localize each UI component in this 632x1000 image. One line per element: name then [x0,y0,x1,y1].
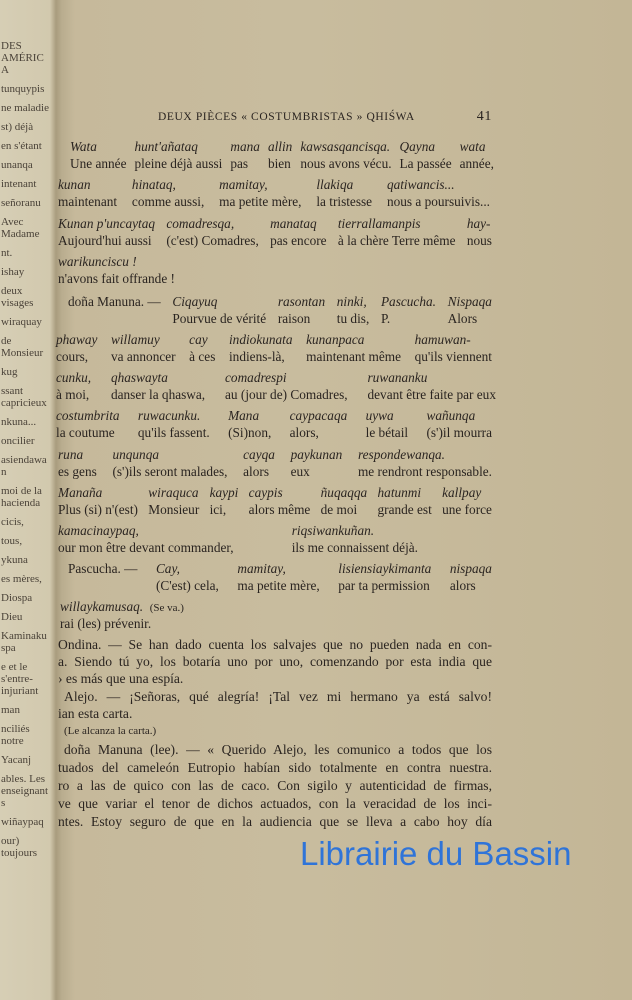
watermark: Librairie du Bassin [300,835,572,872]
quechua-word: ninki, [336,294,367,309]
french-gloss: pleine déjà aussi [134,156,223,171]
word-column [321,485,368,519]
french-gloss: eux [290,464,310,479]
french-gloss: grande est [377,502,432,517]
word-column [368,370,496,404]
quechua-word: ruwacunku. [137,408,201,423]
prose-line: ntes. Estoy seguro de que en la audiencia que se lleva a cabo hoy día [58,814,492,829]
facing-page-text: Yacanj [1,754,32,766]
quechua-word: kawsasqancisqa. [300,139,391,154]
speaker-label: doña Manuna. — [68,294,161,309]
facing-page-text: asiendawan [1,454,47,478]
facing-page-text: ne maladie [1,102,49,114]
facing-page-text: Avec Madame [1,216,40,240]
interlinear-line [68,294,492,328]
facing-page-text: nciliés notre [1,723,30,747]
quechua-word: lisiensiaykimanta [338,561,432,576]
quechua-word: rasontan [277,294,326,309]
quechua-word: kunanpaca [306,332,365,347]
french-gloss: raison [277,311,311,326]
quechua-word: kaypi [209,485,239,500]
interlinear-line [56,370,496,404]
prose-line: Alejo. — ¡Señoras, qué alegría! ¡Tal vez mi hermano ya está salvo! [64,689,492,704]
facing-page-text: our) toujours [1,835,38,859]
interlinear-line [68,561,492,595]
word-column [132,177,204,211]
french-gloss: alors [243,464,270,479]
french-gloss: devant être faite par eux [367,387,496,402]
word-column [378,485,432,519]
facing-page-text: st) déjà [1,121,34,133]
french-gloss: Monsieur [148,502,200,517]
french-gloss: maintenant même [306,349,401,364]
quechua-word: Kunan p'uncaytaq [58,216,156,231]
french-gloss: nous avons vécu. [300,156,392,171]
quechua-word: comadrespi [225,370,287,385]
quechua-word: kallpay [442,485,482,500]
french-gloss: (s')il mourra [426,425,492,440]
page-number: 41 [476,109,492,124]
prose-line: tuados del cameleón Eutropio habían sido totalmente en contra nuestra. [58,760,492,775]
facing-page-text: es mères, [1,573,42,585]
quechua-word: wiraquca [148,485,199,500]
facing-page-text: intenant [1,178,37,190]
word-column [172,294,266,328]
word-column [111,332,176,366]
french-gloss: comme aussi, [131,194,205,209]
facing-page-text: Diospa [1,592,33,604]
french-gloss: au (jour de) Comadres, [225,387,348,402]
french-gloss: bien [267,156,291,171]
word-column [237,561,319,595]
french-gloss: P. [380,311,391,326]
facing-page-text: tous, [1,535,23,547]
french-gloss: (Si)non, [228,425,272,440]
word-column [225,370,348,404]
french-gloss: Une année [70,156,127,171]
word-column [460,139,494,173]
quechua-word: phaway [56,332,98,347]
facing-page-text: ables. Les enseignants [1,773,49,809]
quechua-word: paykunan [290,447,343,462]
word-column [189,332,215,366]
quechua-word: uywa [365,408,394,423]
french-gloss: de moi [320,502,358,517]
word-column [58,523,234,557]
quechua-word: Wata [70,139,97,154]
quechua-word: wata [459,139,486,154]
facing-page-text: kug [1,366,18,378]
facing-page-text: e et le s'entre-injuriant [1,661,39,697]
quechua-word: runa [58,447,84,462]
french-gloss: tu dis, [336,311,370,326]
interlinear-line [58,216,492,250]
french-gloss: me rendront responsable. [357,464,492,479]
french-gloss: Alors [447,311,478,326]
french-gloss: alors [449,578,476,593]
quechua-word: allin [267,139,293,154]
word-column [219,177,301,211]
word-column [228,408,271,442]
quechua-word: caypis [248,485,283,500]
french-gloss: le bétail [365,425,409,440]
word-column [134,139,222,173]
french-gloss: qu'ils viennent [414,349,492,364]
facing-page-text: nkuna... [1,416,37,428]
quechua-word: kamacinaypaq, [58,523,139,538]
quechua-word: Qayna [399,139,435,154]
word-column [58,447,97,481]
word-column [230,139,260,173]
facing-page-text: en s'étant [1,140,42,152]
word-column [112,447,227,481]
word-column [58,216,155,250]
prose-line: ve que variar el tenor de dichos actuados, con la veracidad de los inci- [58,796,492,811]
quechua-word: willaykamusaq. [60,599,144,614]
quechua-word: Manaña [58,485,103,500]
word-column [70,139,126,173]
word-column [268,139,292,173]
word-column [316,177,372,211]
french-gloss: ma petite mère, [219,194,302,209]
french-gloss: par ta permission [338,578,430,593]
quechua-word: costumbrita [56,408,120,423]
interlinear-line [58,177,490,211]
stage-direction: (Le alcanza la carta.) [64,725,157,737]
facing-page-text: moi de la hacienda [1,485,42,509]
interlinear-line [58,447,492,481]
french-gloss: va annoncer [110,349,176,364]
speaker-name [68,561,137,595]
french-gloss: (C'est) cela, [155,578,219,593]
french-gloss: (s')ils seront malades, [112,464,228,479]
word-column [210,485,239,519]
word-column [249,485,311,519]
facing-page-text: ishay [1,266,25,278]
french-gloss: cours, [56,349,89,364]
quechua-word: mamitay, [237,561,286,576]
quechua-word: Pascucha. [380,294,436,309]
quechua-word: unqunqa [112,447,159,462]
quechua-word: cunku, [56,370,92,385]
quechua-word: Mana [228,408,260,423]
french-gloss: indiens-là, [228,349,285,364]
facing-page-text: cicis, [1,516,24,528]
facing-page-bleed [1,40,51,859]
quechua-word: cay [189,332,208,347]
quechua-word: nispaqa [449,561,492,576]
word-column [290,408,348,442]
facing-page-text: deux visages [1,285,34,309]
french-gloss: à la chère Terre même [337,233,456,248]
word-column [243,447,275,481]
word-column [338,216,456,250]
quechua-word: qhaswayta [110,370,168,385]
quechua-word: willamuy [110,332,160,347]
quechua-word: comadresqa, [166,216,235,231]
french-gloss: ils me connaissent déjà. [291,540,418,555]
french-gloss: rai (les) prévenir. [60,616,152,631]
prose-line: doña Manuna (lee). — « Querido Alejo, les comunico a todos que los [64,742,492,757]
french-gloss: Pourvue de vérité [172,311,267,326]
french-gloss: Plus (si) n'(est) [58,502,138,517]
facing-page-text: señoranu [1,197,41,209]
interlinear-line [60,599,184,633]
word-column [337,294,370,328]
french-gloss: une force [442,502,492,517]
french-gloss: (c'est) Comadres, [166,233,259,248]
speaker-name [68,294,161,328]
word-column [58,177,117,211]
interlinear-line [56,332,492,366]
quechua-word: kunan [58,177,91,192]
word-column [56,370,91,404]
word-column [358,447,492,481]
quechua-word: hamuwan- [414,332,471,347]
word-column [338,561,431,595]
word-column [166,216,259,250]
quechua-word: mamitay, [219,177,268,192]
word-column [448,294,492,328]
french-gloss: ici, [209,502,227,517]
interlinear-line [58,485,492,519]
word-column [270,216,326,250]
word-column [387,177,490,211]
quechua-word: Nispaqa [447,294,492,309]
facing-page-text: de Monsieur [1,335,44,359]
word-column [450,561,492,595]
prose-line: ian esta carta. [58,706,133,721]
prose-line: a. Siendo tú yo, los botaría uno por uno, comenzando por esta india que [58,654,492,669]
word-column [400,139,452,173]
stage-direction: (Se va.) [149,602,184,614]
quechua-word: caypacaqa [289,408,348,423]
word-column [292,523,418,557]
running-title: DEUX PIÈCES « COSTUMBRISTAS » QHIŚWA [158,111,415,123]
running-header [158,111,492,123]
french-gloss: our mon être devant commander, [58,540,234,555]
french-gloss: la coutume [56,425,115,440]
french-gloss: nous a poursuivis... [386,194,490,209]
quechua-word: indiokunata [228,332,293,347]
facing-page-text: Kaminakuspa [1,630,47,654]
quechua-word: ruwananku [367,370,428,385]
french-gloss: danser la qhaswa, [110,387,206,402]
french-gloss: es gens [58,464,97,479]
french-gloss: nous [466,233,492,248]
quechua-word: warikunciscu ! [58,254,137,269]
word-column [291,447,343,481]
french-gloss: La passée [399,156,452,171]
word-column [467,216,492,250]
word-column [138,408,210,442]
quechua-word: qatiwancis... [386,177,455,192]
quechua-word: respondewanqa. [357,447,445,462]
french-gloss: la tristesse [316,194,373,209]
word-column [278,294,325,328]
quechua-word: hatunmi [377,485,422,500]
french-gloss: pas [230,156,249,171]
word-column [229,332,293,366]
word-column [148,485,199,519]
quechua-word: cayqa [243,447,275,462]
word-column [56,332,97,366]
french-gloss: ma petite mère, [237,578,320,593]
facing-page-text: oncilier [1,435,35,447]
word-column [442,485,492,519]
french-gloss: Aujourd'hui aussi [58,233,152,248]
facing-page-text: ykuna [1,554,28,566]
interlinear-line [58,139,494,173]
interlinear-line [58,254,175,288]
quechua-word: Cay, [155,561,180,576]
quechua-word: hinataq, [131,177,176,192]
speaker-label: Pascucha. — [68,561,138,576]
facing-page-text: ssant capricieux [1,385,47,409]
french-gloss: alors même [248,502,311,517]
french-gloss: qu'ils fassent. [137,425,210,440]
word-column [381,294,436,328]
facing-page-text: man [1,704,20,716]
french-gloss: à moi, [56,387,90,402]
quechua-word: llakiqa [316,177,354,192]
french-gloss: maintenant [58,194,118,209]
prose-line: › es más que una espía. [58,671,184,686]
facing-page-text: wiraquay [1,316,42,328]
word-column [300,139,391,173]
facing-page-text: unanqa [1,159,33,171]
quechua-word: Ciqayuq [172,294,218,309]
word-column [366,408,408,442]
quechua-word: hay- [466,216,491,231]
word-column [426,408,492,442]
facing-page-text: DES AMÉRICA [1,40,44,76]
quechua-word: tierrallamanpis [337,216,421,231]
facing-page-text: nt. [1,247,13,259]
french-gloss: n'avons fait offrande ! [58,271,175,286]
word-column [306,332,401,366]
quechua-word: manataq [270,216,317,231]
interlinear-line [56,408,492,442]
quechua-word: riqsiwankuñan. [291,523,375,538]
facing-page-text: tunquypis [1,83,45,95]
french-gloss: à ces [189,349,216,364]
quechua-word: wañunqa [426,408,476,423]
quechua-word: mana [230,139,260,154]
word-column [111,370,205,404]
word-column [156,561,219,595]
prose-line: Ondina. — Se han dado cuenta los salvajes que no pueden nada en con- [58,637,492,652]
interlinear-line [58,523,418,557]
quechua-word: hunt'añataq [134,139,198,154]
word-column [415,332,492,366]
french-gloss: pas encore [270,233,327,248]
facing-page-text: wiñaypaq [1,816,44,828]
french-gloss: alors, [289,425,319,440]
quechua-word: ñuqaqqa [320,485,368,500]
word-column [56,408,120,442]
facing-page-text: Dieu [1,611,23,623]
french-gloss: année, [459,156,494,171]
word-column [58,485,138,519]
prose-line: ro a las de quico con las de caco. Con sigilo y autenticidad de firmas, [58,778,492,793]
